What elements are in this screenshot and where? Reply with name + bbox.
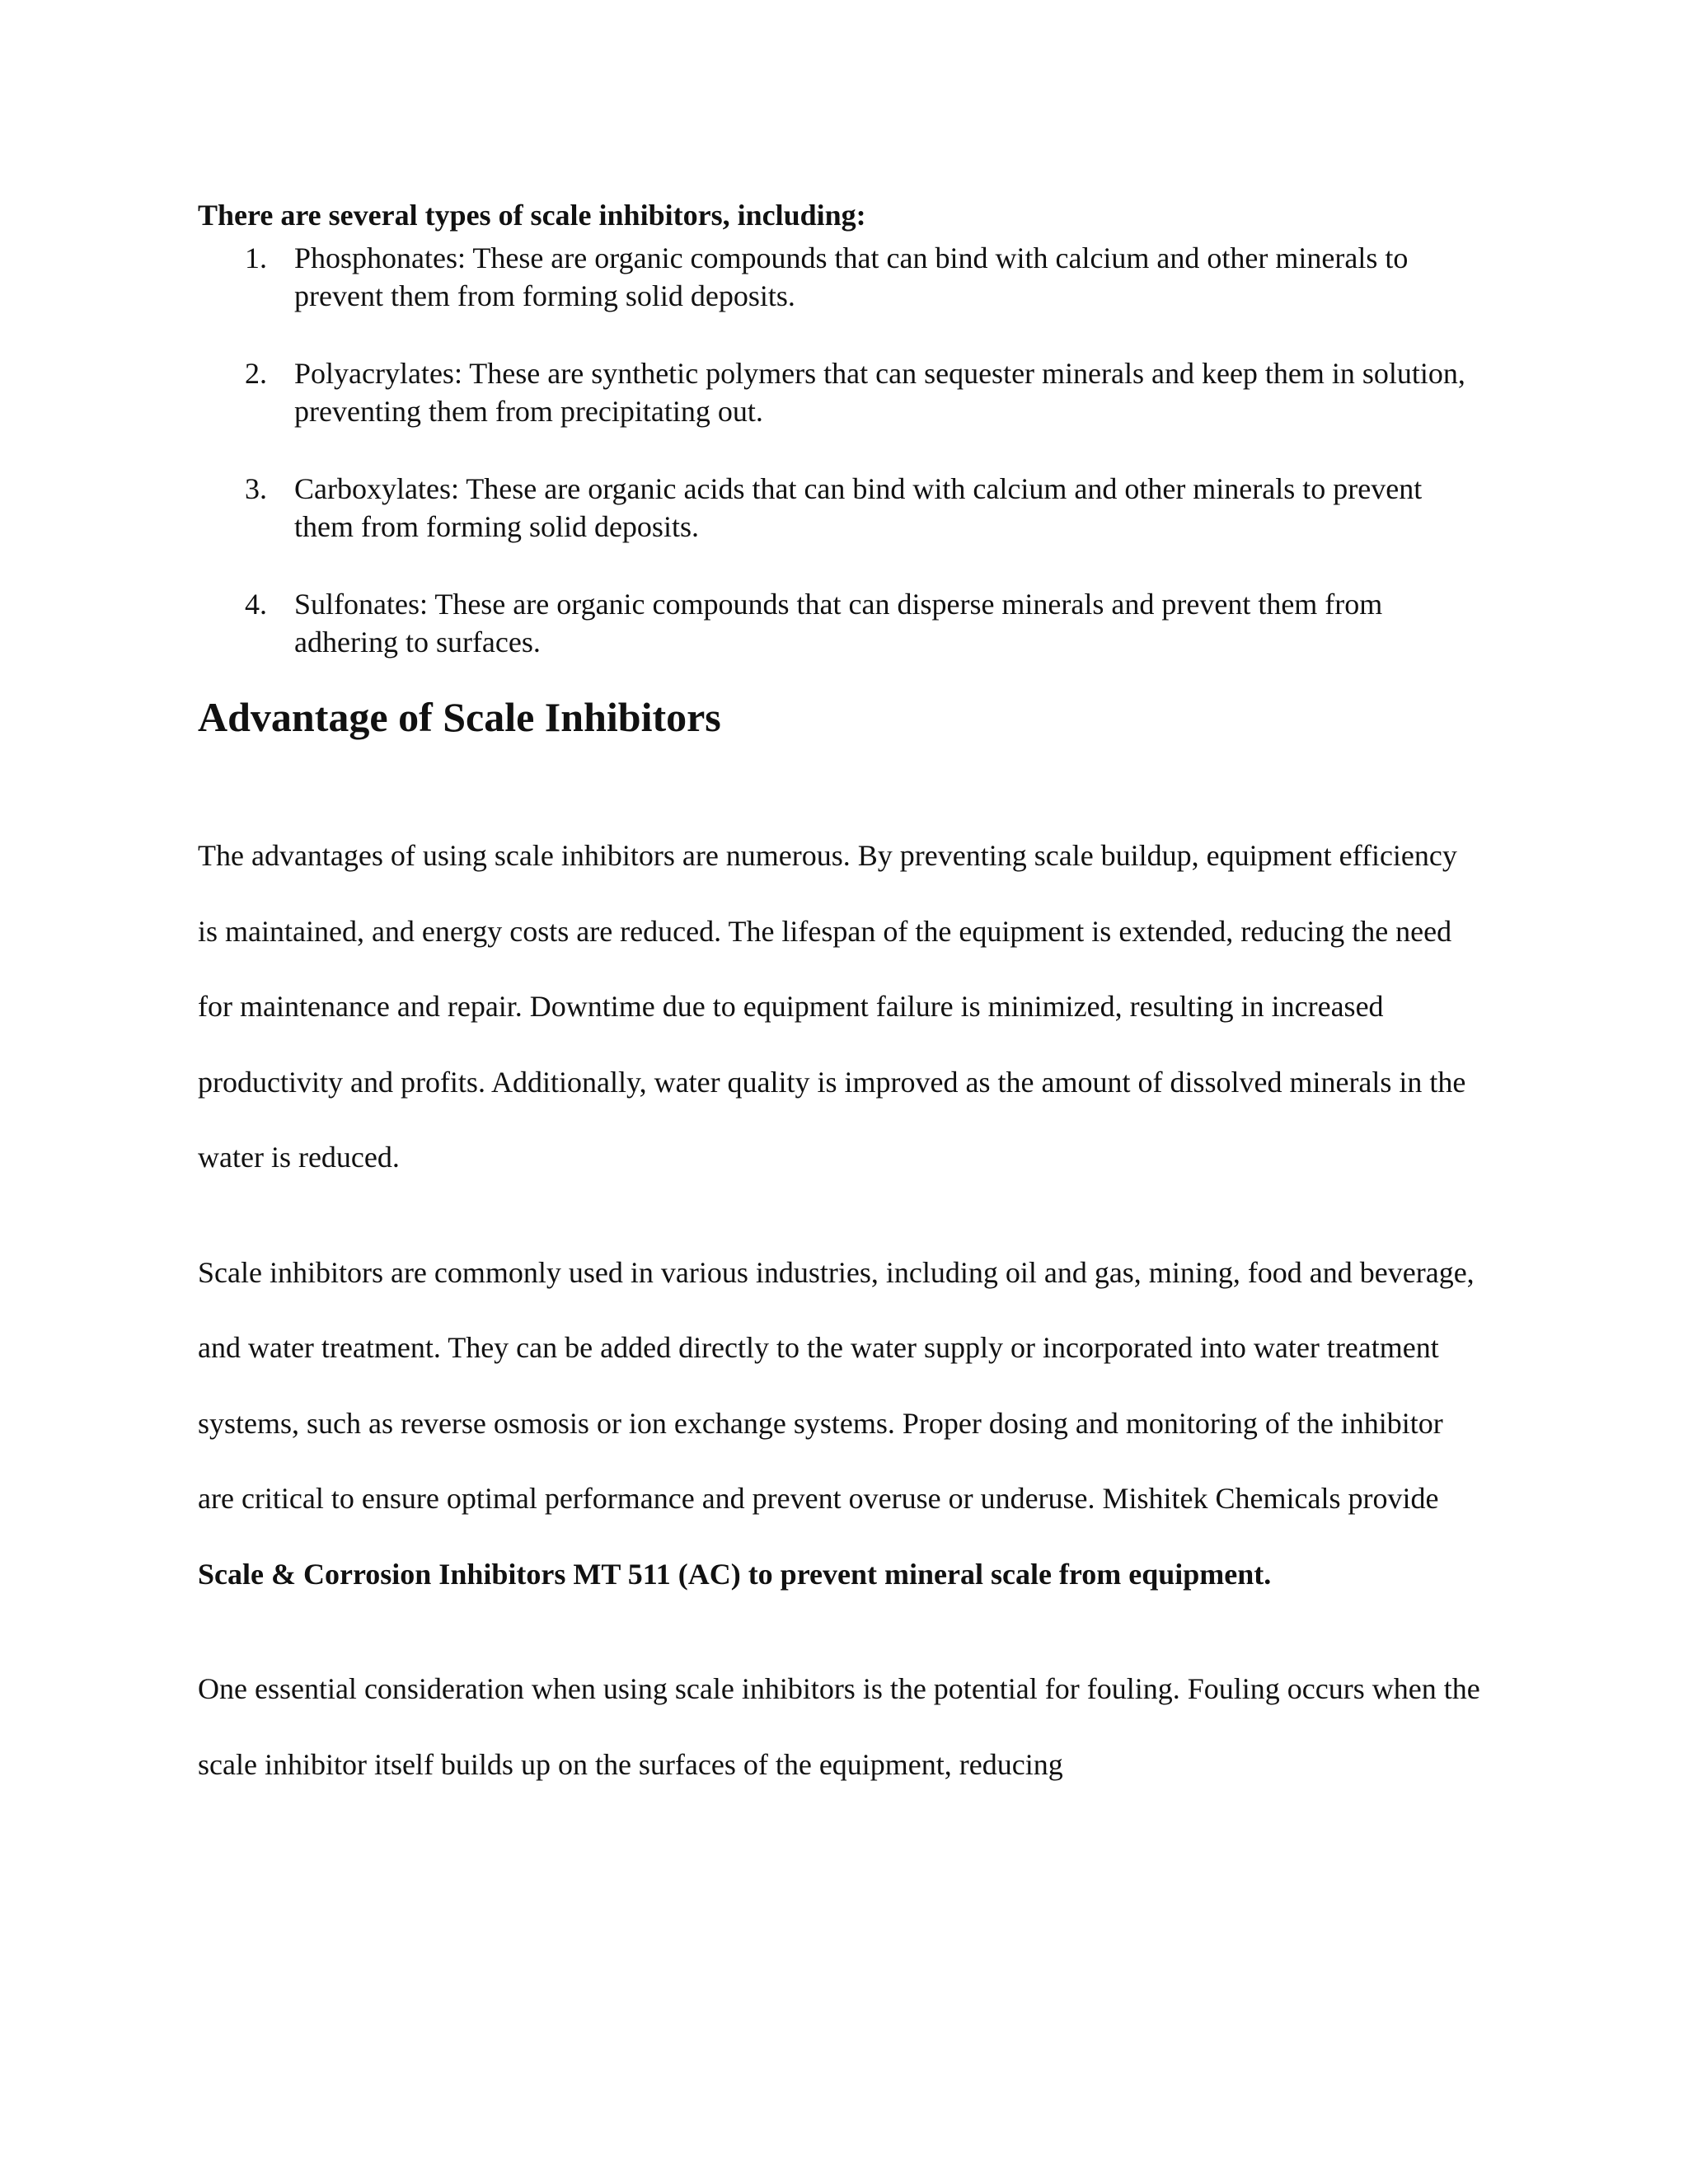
list-item	[198, 470, 1484, 546]
list-item-text: Sulfonates: These are organic compounds that can disperse minerals and prevent them from adhering to surfaces.	[294, 588, 1383, 658]
list-item-text: Polyacrylates: These are synthetic polymers that can sequester minerals and keep them in solution, preventing them from precipitating out.	[294, 357, 1465, 428]
list-item-number: 2.	[245, 357, 267, 390]
list-item	[198, 585, 1484, 661]
advantages-paragraph: The advantages of using scale inhibitors are numerous. By preventing scale buildup, equipment efficiency is maintained, and energy costs are reduced. The lifespan of the equipment is extended, reducing the need for maintenance and repair. Downtime due to equipment failure is minimized, resulting in increased productivity and profits. Additionally, water quality is improved as the amount of dissolved minerals in the water is reduced.	[198, 839, 1466, 1174]
section-heading: Advantage of Scale Inhibitors	[198, 694, 721, 740]
product-mention: Scale & Corrosion Inhibitors MT 511 (AC) to prevent mineral scale from equipment.	[198, 1557, 1272, 1591]
industries-paragraph	[198, 1235, 1484, 1613]
list-item-number: 1.	[245, 241, 267, 274]
list-item	[198, 239, 1484, 315]
scale-inhibitor-types-list	[198, 239, 1484, 661]
types-intro: There are several types of scale inhibitors, including:	[198, 199, 866, 232]
industries-paragraph-text: Scale inhibitors are commonly used in various industries, including oil and gas, mining, food and beverage, and water treatment. They can be added directly to the water supply or incorporated into water treatment systems, such as reverse osmosis or ion exchange systems. Proper dosing and monitoring of the inhibitor are critical to ensure optimal performance and prevent overuse or underuse. Mishitek Chemicals provide	[198, 1255, 1475, 1515]
list-item	[198, 354, 1484, 430]
list-item-text: Carboxylates: These are organic acids that can bind with calcium and other minerals to prevent them from forming solid deposits.	[294, 472, 1423, 543]
list-item-number: 4.	[245, 588, 267, 621]
document-page	[198, 196, 1484, 1802]
list-item-text: Phosphonates: These are organic compounds that can bind with calcium and other minerals to prevent them from forming solid deposits.	[294, 241, 1409, 312]
list-item-number: 3.	[245, 472, 267, 505]
fouling-paragraph: One essential consideration when using scale inhibitors is the potential for fouling. Fouling occurs when the scale inhibitor itself builds up on the surfaces of the equipment, reducing	[198, 1672, 1480, 1781]
